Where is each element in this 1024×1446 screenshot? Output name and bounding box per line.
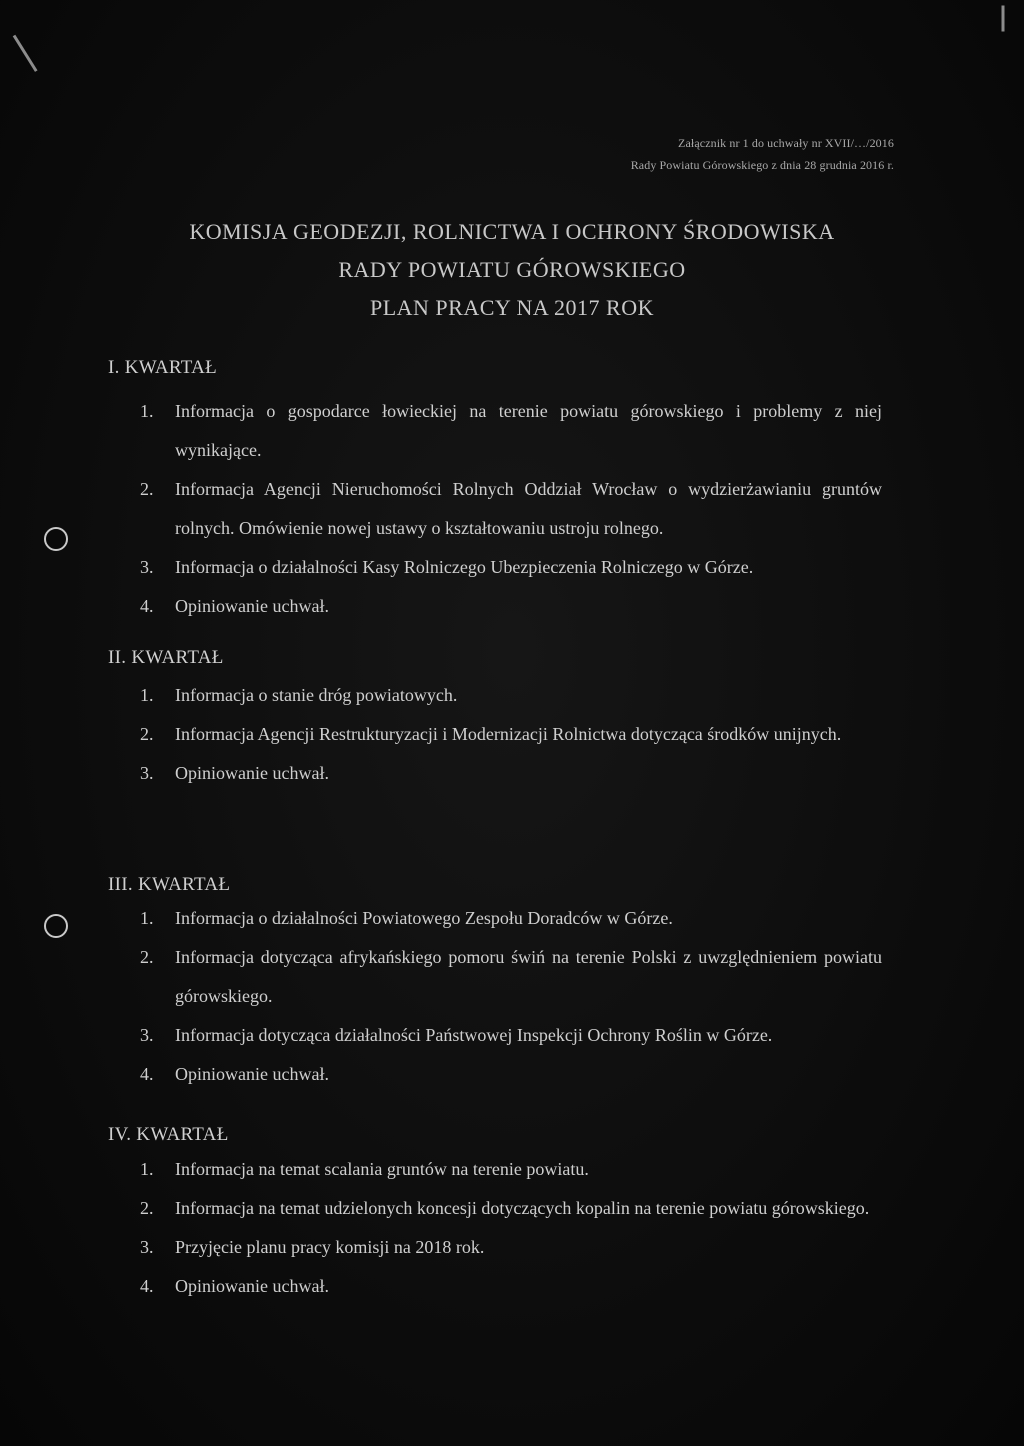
section-title-q3: III. KWARTAŁ — [108, 874, 231, 895]
list-item — [140, 392, 882, 470]
list-item — [140, 470, 882, 548]
punch-hole-icon — [44, 527, 68, 551]
list-item — [140, 1267, 882, 1306]
section-list-q4 — [140, 1150, 882, 1306]
list-item — [140, 1150, 882, 1189]
scan-artifact-stroke — [1002, 6, 1005, 32]
item-text: Opiniowanie uchwał. — [175, 596, 329, 616]
item-number: 1. — [140, 908, 154, 928]
list-item — [140, 1016, 882, 1055]
attachment-line-2: Rady Powiatu Górowskiego z dnia 28 grudnia 2016 r. — [630, 158, 894, 172]
item-text: Informacja o działalności Powiatowego Zespołu Doradców w Górze. — [175, 908, 673, 928]
item-text: Informacja o stanie dróg powiatowych. — [175, 685, 458, 705]
item-number: 2. — [140, 947, 154, 967]
item-number: 3. — [140, 1025, 154, 1045]
section-list-q2 — [140, 676, 882, 793]
item-number: 3. — [140, 1237, 154, 1257]
item-number: 1. — [140, 685, 154, 705]
section-title-q2: II. KWARTAŁ — [108, 647, 224, 668]
scan-artifact-stroke — [13, 35, 38, 72]
list-item — [140, 1228, 882, 1267]
item-number: 4. — [140, 1064, 154, 1084]
list-item — [140, 1189, 882, 1228]
list-item — [140, 676, 882, 715]
item-text: Informacja o działalności Kasy Rolniczego Ubezpieczenia Rolniczego w Górze. — [175, 557, 754, 577]
item-number: 4. — [140, 1276, 154, 1296]
item-text: Informacja na temat udzielonych koncesji dotyczących kopalin na terenie powiatu górowskiego. — [175, 1198, 870, 1218]
item-text: Opiniowanie uchwał. — [175, 1064, 329, 1084]
item-text: Informacja dotycząca afrykańskiego pomoru świń na terenie Polski z uwzględnieniem powiatu górowskiego. — [175, 947, 882, 1006]
item-text: Informacja dotycząca działalności Państwowej Inspekcji Ochrony Roślin w Górze. — [175, 1025, 773, 1045]
item-text: Przyjęcie planu pracy komisji na 2018 rok. — [175, 1237, 485, 1257]
list-item — [140, 899, 882, 938]
item-number: 1. — [140, 1159, 154, 1179]
list-item — [140, 587, 882, 626]
attachment-note — [564, 132, 894, 176]
list-item — [140, 715, 882, 754]
item-number: 2. — [140, 1198, 154, 1218]
header-line-3: PLAN PRACY NA 2017 ROK — [369, 295, 654, 320]
punch-hole-icon — [44, 914, 68, 938]
list-item — [140, 1055, 882, 1094]
item-text: Opiniowanie uchwał. — [175, 763, 329, 783]
attachment-line-1: Załącznik nr 1 do uchwały nr XVII/…/2016 — [678, 136, 894, 150]
section-list-q3 — [140, 899, 882, 1094]
section-list-q1 — [140, 392, 882, 626]
list-item — [140, 548, 882, 587]
item-text: Opiniowanie uchwał. — [175, 1276, 329, 1296]
header-line-1: KOMISJA GEODEZJI, ROLNICTWA I OCHRONY ŚRODOWISKA — [189, 219, 835, 244]
header-line-2: RADY POWIATU GÓROWSKIEGO — [338, 257, 686, 282]
item-text: Informacja Agencji Restrukturyzacji i Modernizacji Rolnictwa dotycząca środków unijnych. — [175, 724, 842, 744]
item-number: 3. — [140, 763, 154, 783]
item-number: 3. — [140, 557, 154, 577]
item-number: 2. — [140, 724, 154, 744]
item-text: Informacja o gospodarce łowieckiej na terenie powiatu górowskiego i problemy z niej wynikające. — [175, 401, 882, 460]
list-item — [140, 754, 882, 793]
item-text: Informacja Agencji Nieruchomości Rolnych Oddział Wrocław o wydzierżawianiu gruntów rolnych. Omówienie nowej ustawy o kształtowaniu ustroju rolnego. — [175, 479, 882, 538]
section-title-q1: I. KWARTAŁ — [108, 357, 218, 378]
item-number: 1. — [140, 401, 154, 421]
item-text: Informacja na temat scalania gruntów na terenie powiatu. — [175, 1159, 589, 1179]
item-number: 4. — [140, 596, 154, 616]
item-number: 2. — [140, 479, 154, 499]
document-header — [150, 213, 874, 327]
list-item — [140, 938, 882, 1016]
section-title-q4: IV. KWARTAŁ — [108, 1124, 229, 1145]
